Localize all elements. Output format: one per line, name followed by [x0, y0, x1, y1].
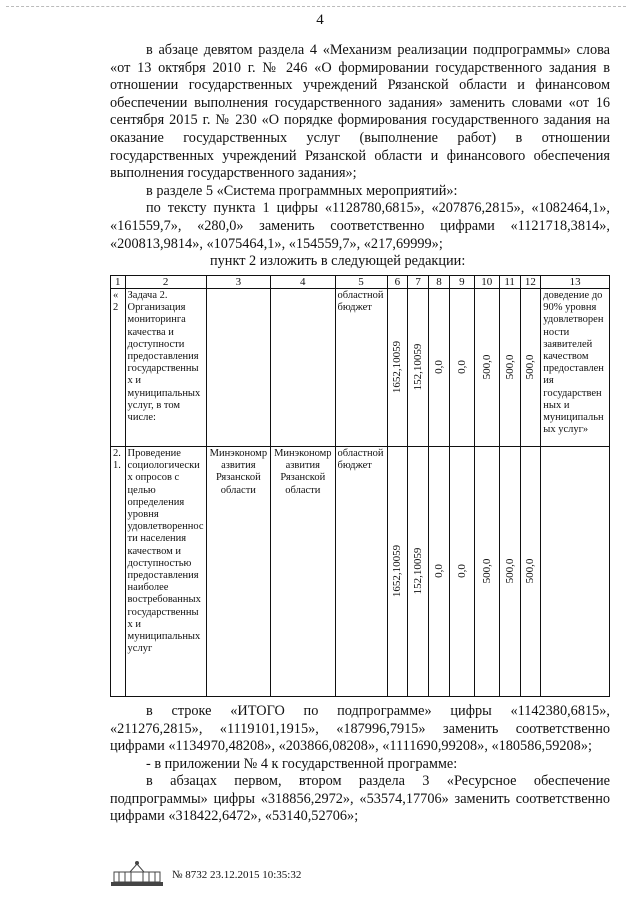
expected-result — [541, 446, 610, 696]
program-table — [110, 275, 610, 697]
value-year1: 152,10059 — [412, 344, 425, 391]
value-total: 1652,10059 — [391, 341, 404, 394]
paragraph-section5-intro: в разделе 5 «Система программных мероприятий»: — [146, 182, 458, 199]
value-year6: 500,0 — [524, 355, 537, 380]
header-cell: 8 — [429, 275, 450, 288]
value-cell — [387, 288, 408, 446]
header-cell: 13 — [541, 275, 610, 288]
value-cell — [499, 446, 520, 696]
document-footer — [110, 860, 590, 890]
value-year6: 500,0 — [524, 559, 537, 584]
header-cell: 2 — [125, 275, 206, 288]
value-year4: 500,0 — [480, 559, 493, 584]
executor-cell — [206, 288, 270, 446]
value-cell — [520, 446, 541, 696]
header-cell: 10 — [474, 275, 499, 288]
table-row — [111, 288, 610, 446]
header-cell: 11 — [499, 275, 520, 288]
header-cell: 7 — [408, 275, 429, 288]
value-cell — [520, 288, 541, 446]
paragraph-section4: в абзаце девятом раздела 4 «Механизм реализации подпрограммы» слова «от 13 октября 2010 г. № 246 «О формировании государственного задания в отношении государственных учреждений Рязанской области и финансовом обеспечении выполнения государственного задания» заменить словами «от 16 сентября 2015 г. № 230 «О порядке формирования государственного задания на оказание государственных услуг (выполнение работ) в отношении государственных учреждений Рязанской области и финансового обеспечения выполнения государственного задания»; — [110, 42, 610, 182]
value-year5: 500,0 — [503, 559, 516, 584]
page-number: 4 — [316, 12, 324, 28]
value-total: 1652,10059 — [391, 545, 404, 598]
document-body — [110, 42, 610, 826]
value-year3: 0,0 — [455, 564, 468, 579]
header-cell: 9 — [449, 275, 474, 288]
registration-stamp: № 8732 23.12.2015 10:35:32 — [172, 869, 302, 881]
paragraph-total-row: в строке «ИТОГО по подпрограмме» цифры «1142380,6815», «211276,2815», «1119101,1915», «187996,7915» заменить соответственно цифрами «1134970,48208», «203866,08208», «1111690,99208», «180586,59208»; — [110, 702, 610, 755]
table-header-row — [111, 275, 610, 288]
value-year1: 152,10059 — [412, 548, 425, 595]
value-cell — [408, 288, 429, 446]
row-number: «2 — [111, 288, 126, 446]
value-cell — [408, 446, 429, 696]
value-cell — [449, 288, 474, 446]
header-cell: 4 — [271, 275, 335, 288]
value-cell — [474, 288, 499, 446]
header-cell: 5 — [335, 275, 387, 288]
value-year3: 0,0 — [455, 360, 468, 375]
header-cell: 3 — [206, 275, 270, 288]
value-cell — [499, 288, 520, 446]
expected-result: доведение до 90% уровня удовлетворенности заявителей качеством предоставления государственных и муниципальных услуг» — [541, 288, 610, 446]
value-year2: 0,0 — [432, 360, 445, 375]
value-cell — [474, 446, 499, 696]
table-row — [111, 446, 610, 696]
task-name: Проведение социологических опросов с целью определения уровня удовлетворенности населения качеством и доступностью предоставления наиболее востребованных государственных и муниципальных услуг — [125, 446, 206, 696]
funding-source: областной бюджет — [335, 446, 387, 696]
value-cell — [387, 446, 408, 696]
co-executor-cell: Минэкономразвития Рязанской области — [271, 446, 335, 696]
government-seal-icon — [110, 860, 164, 888]
header-cell: 6 — [387, 275, 408, 288]
co-executor-cell — [271, 288, 335, 446]
paragraph-point1: по тексту пункта 1 цифры «1128780,6815», «207876,2815», «1082464,1», «161559,7», «280,0» заменить соответственно цифрами «1121718,3814», «200813,9814», «1075464,1», «154559,7», «217,69999»; — [110, 200, 610, 252]
paragraph-appendix4: - в приложении № 4 к государственной программе: — [146, 755, 458, 772]
executor-cell: Минэкономразвития Рязанской области — [206, 446, 270, 696]
paragraph-point2-intro: пункт 2 изложить в следующей редакции: — [210, 253, 466, 270]
task-name: Задача 2. Организация мониторинга качества и доступности предоставления государственных и муниципальных услуг, в том числе: — [125, 288, 206, 446]
value-year2: 0,0 — [432, 564, 445, 579]
header-cell: 12 — [520, 275, 541, 288]
value-year4: 500,0 — [480, 355, 493, 380]
value-year5: 500,0 — [503, 355, 516, 380]
value-cell — [429, 446, 450, 696]
top-border-marks — [6, 6, 626, 9]
funding-source: областной бюджет — [335, 288, 387, 446]
row-number: 2.1. — [111, 446, 126, 696]
value-cell — [429, 288, 450, 446]
header-cell: 1 — [111, 275, 126, 288]
paragraph-section3-resources: в абзацах первом, втором раздела 3 «Ресурсное обеспечение подпрограммы» цифры «318856,2972», «53574,17706» заменить соответственно цифрами «318422,6472», «53140,52706»; — [110, 773, 610, 825]
value-cell — [449, 446, 474, 696]
